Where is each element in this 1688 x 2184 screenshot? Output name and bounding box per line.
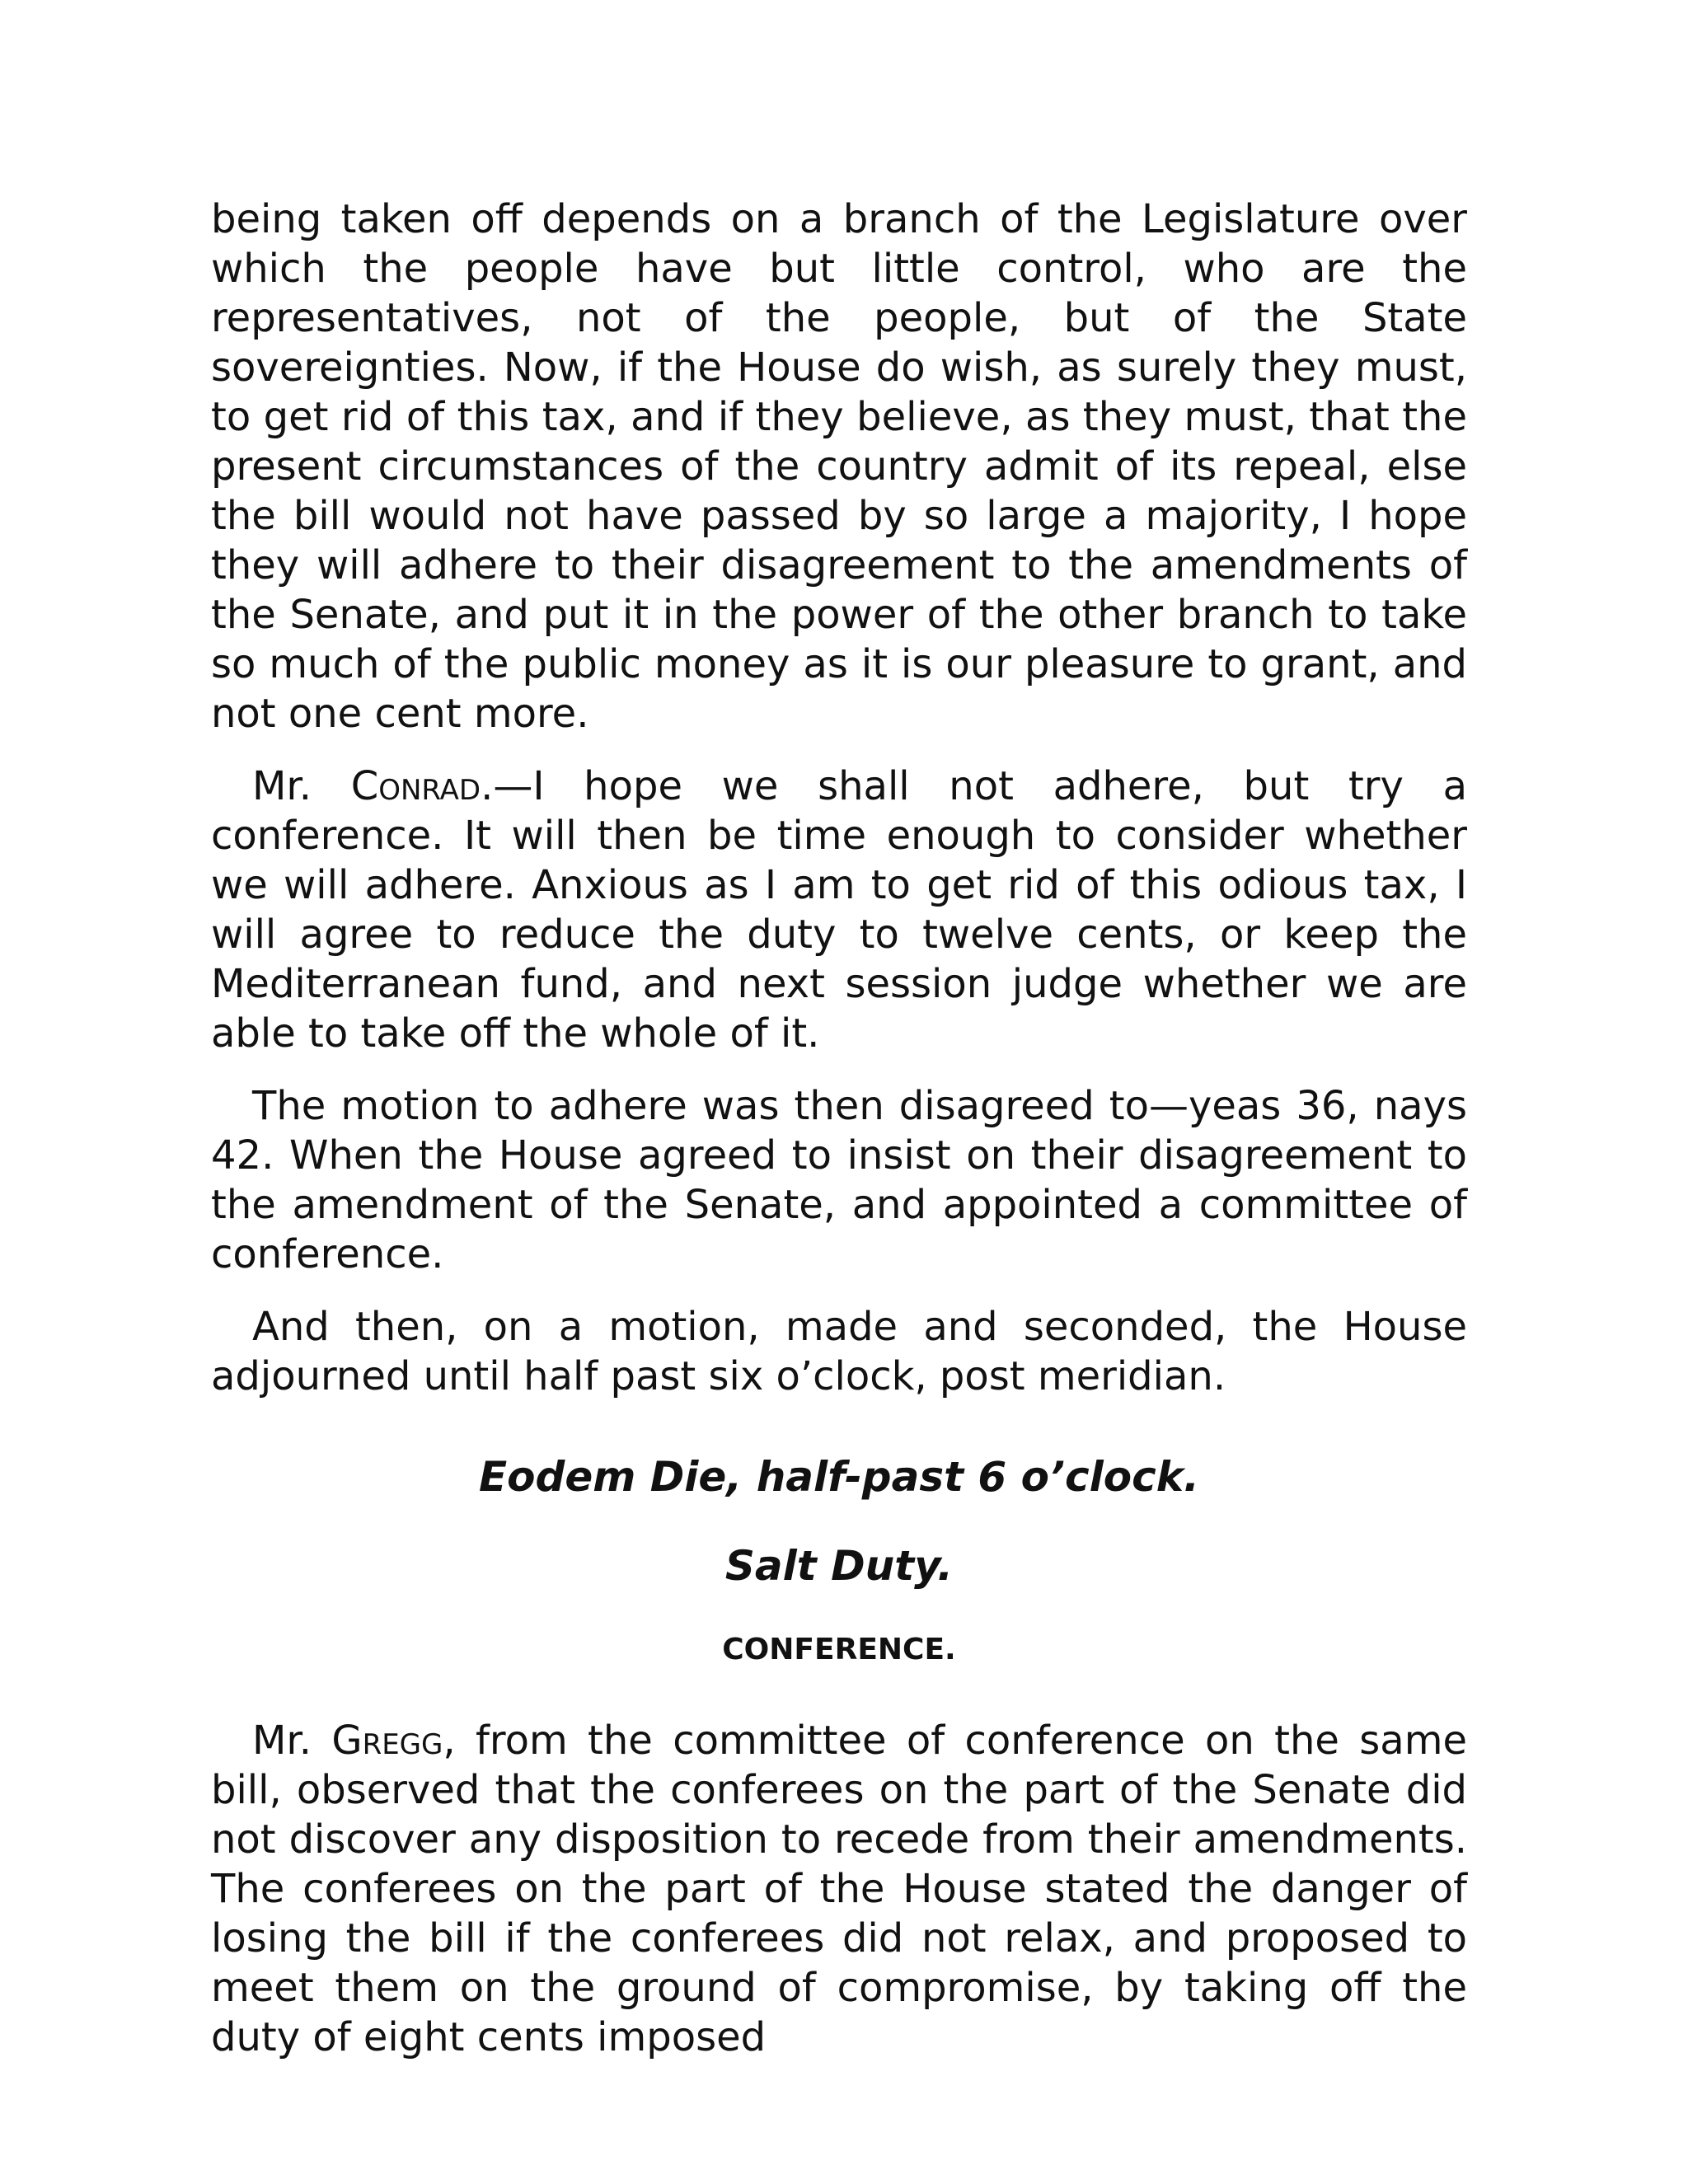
speaker-prefix: Mr.	[252, 763, 351, 809]
paragraph-vote: The motion to adhere was then disagreed to—yeas 36, nays 42. When the House agreed to insist on their disagreement to the amendment of the Senate, and appointed a committee of conference.	[211, 1083, 1467, 1277]
speech-text: .—I hope we shall not adhere, but try a conference. It will then be time enough to consider whether we will adhere. Anxious as I am to get rid of this odious tax, I will agree to reduce the duty to twelve cents, or keep the Mediterranean fund, and next session judge whether we are able to take off the whole of it.	[211, 763, 1467, 1057]
speech-text: , from the committee of conference on the same bill, observed that the conferees on the part of the Senate did not discover any disposition to recede from their amendments. The conferees on the part of the House stated the danger of losing the bill if the conferees did not relax, and proposed to meet them on the ground of compromise, by taking off the duty of eight cents imposed	[211, 1718, 1468, 2060]
speaker-name: Conrad	[350, 763, 481, 809]
paragraph-continuation: being taken off depends on a branch of the Legislature over which the people have but little control, who are the representatives, not of the people, but of the State sovereignties. Now, if the House do wish, as surely they must, to get rid of this tax, and if they believe, as they must, that the present circumstances of the country admit of its repeal, else the bill would not have passed by so large a majority, I hope they will adhere to their disagreement to the amendments of the Senate, and put it in the power of the other branch to take so much of the public money as it is our pleasure to grant, and not one cent more.	[211, 196, 1467, 737]
heading-topic: Salt Duty.	[724, 1542, 954, 1590]
paragraph-gregg	[211, 1716, 1467, 2062]
speaker-prefix: Mr.	[252, 1718, 332, 1764]
heading-section: CONFERENCE.	[722, 1633, 956, 1666]
speaker-name: Gregg	[331, 1718, 443, 1764]
heading-date: Eodem Die, half-past 6 o’clock.	[479, 1453, 1199, 1501]
document-page	[211, 194, 1467, 2085]
paragraph-adjourned: And then, on a motion, made and seconded, the House adjourned until half past six o’clock, post meridian.	[211, 1304, 1467, 1399]
paragraph-conrad	[211, 762, 1467, 1058]
